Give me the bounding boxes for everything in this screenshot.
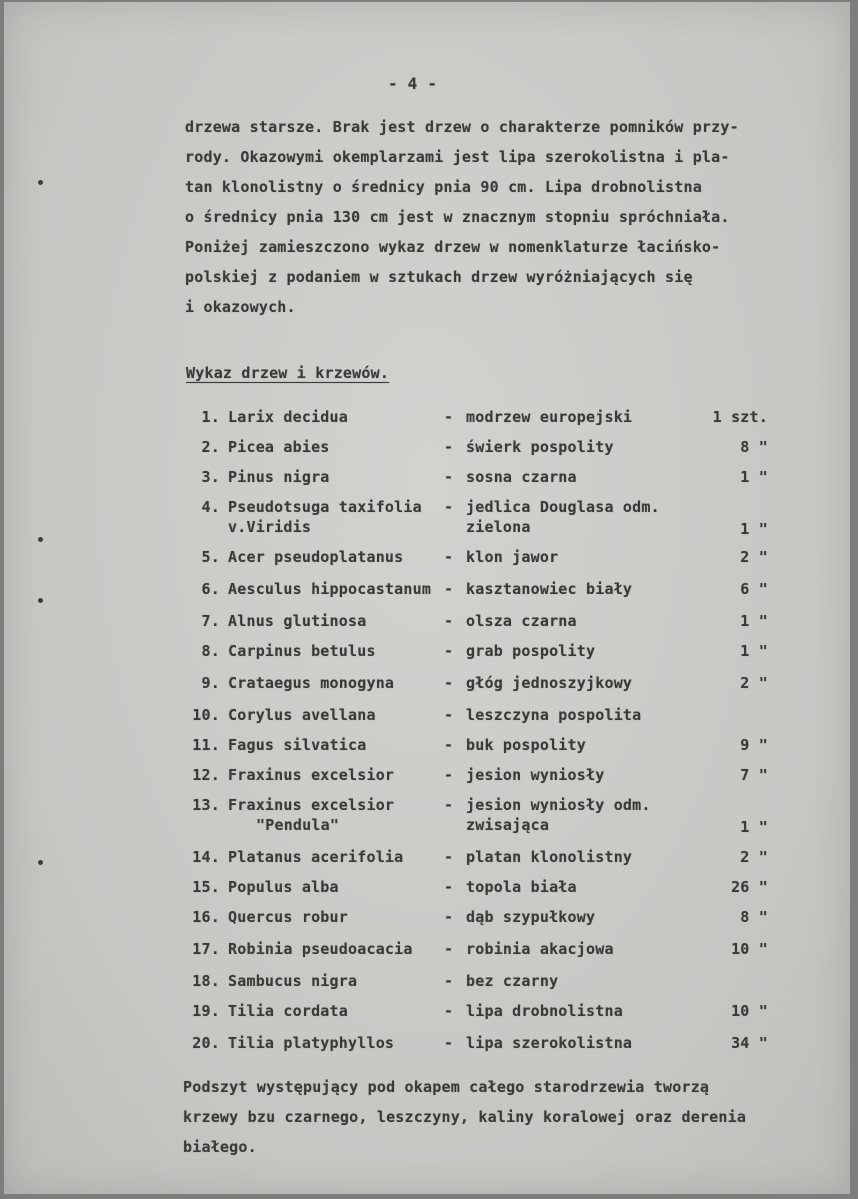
polish-name: leszczyna pospolita — [466, 706, 642, 724]
item-number: 2. — [201, 438, 220, 456]
footer-line: białego. — [183, 1138, 257, 1156]
item-number: 11. — [192, 736, 220, 754]
latin-name: Fraxinus excelsior — [228, 796, 395, 814]
paragraph-line: rody. Okazowymi okemplarzami jest lipa szerokolistna i pla- — [185, 148, 730, 166]
separator-dash: - — [444, 1034, 454, 1052]
polish-name: głóg jednoszyjkowy — [466, 674, 633, 692]
item-number: 15. — [192, 878, 220, 896]
tree-list-item — [0, 1002, 858, 1032]
item-number: 16. — [192, 908, 220, 926]
tree-list-item — [0, 706, 858, 736]
footer-line: Podszyt występujący pod okapem całego starodrzewia tworzą — [183, 1078, 710, 1096]
latin-name: Alnus glutinosa — [228, 612, 367, 630]
polish-name: platan klonolistny — [466, 848, 633, 866]
item-number: 8. — [201, 642, 220, 660]
latin-name: Populus alba — [228, 878, 339, 896]
polish-name: klon jawor — [466, 548, 559, 566]
polish-name-continued: zielona — [466, 518, 531, 536]
item-number: 17. — [192, 940, 220, 958]
item-number: 6. — [201, 580, 220, 598]
latin-name: Crataegus monogyna — [228, 674, 395, 692]
polish-name: jedlica Douglasa odm. — [466, 498, 660, 516]
paragraph-line: polskiej z podaniem w sztukach drzew wyróżniających się — [185, 268, 693, 286]
paragraph-line: o średnicy pnia 130 cm jest w znacznym stopniu spróchniała. — [185, 208, 730, 226]
item-number: 7. — [201, 612, 220, 630]
latin-name: Tilia cordata — [228, 1002, 348, 1020]
paragraph-line: tan klonolistny o średnicy pnia 90 cm. Lipa drobnolistna — [185, 178, 702, 196]
tree-list-item — [0, 612, 858, 642]
separator-dash: - — [444, 642, 454, 660]
polish-name: buk pospolity — [466, 736, 586, 754]
item-number: 20. — [192, 1034, 220, 1052]
footer-line: krzewy bzu czarnego, leszczyny, kaliny koralowej oraz derenia — [183, 1108, 747, 1126]
latin-name: Tilia platyphyllos — [228, 1034, 395, 1052]
separator-dash: - — [444, 736, 454, 754]
page-number: - 4 - — [388, 74, 438, 93]
polish-name: świerk pospolity — [466, 438, 614, 456]
latin-name: Sambucus nigra — [228, 972, 358, 990]
separator-dash: - — [444, 878, 454, 896]
polish-name-continued: zwisająca — [466, 816, 550, 834]
item-number: 4. — [201, 498, 220, 516]
tree-count: 1 " — [740, 818, 768, 836]
item-number: 3. — [201, 468, 220, 486]
polish-name: olsza czarna — [466, 612, 577, 630]
tree-list-item — [0, 940, 858, 970]
separator-dash: - — [444, 674, 454, 692]
tree-count: 1 szt. — [712, 408, 768, 426]
latin-name: Picea abies — [228, 438, 330, 456]
tree-list-item — [0, 908, 858, 938]
tree-list-item — [0, 674, 858, 704]
punch-hole-mark — [38, 180, 43, 185]
separator-dash: - — [444, 468, 454, 486]
tree-list-item — [0, 580, 858, 610]
item-number: 9. — [201, 674, 220, 692]
tree-list-item — [0, 642, 858, 672]
item-number: 14. — [192, 848, 220, 866]
item-number: 18. — [192, 972, 220, 990]
item-number: 19. — [192, 1002, 220, 1020]
latin-name: Robinia pseudoacacia — [228, 940, 413, 958]
latin-name: Pseudotsuga taxifolia — [228, 498, 422, 516]
tree-list-item — [0, 796, 858, 836]
polish-name: jesion wyniosły — [466, 766, 605, 784]
tree-list-item — [0, 1034, 858, 1064]
polish-name: kasztanowiec biały — [466, 580, 633, 598]
separator-dash: - — [444, 706, 454, 724]
tree-list-item — [0, 548, 858, 578]
separator-dash: - — [444, 908, 454, 926]
latin-name: Carpinus betulus — [228, 642, 376, 660]
tree-count: 6 " — [740, 580, 768, 598]
item-number: 1. — [201, 408, 220, 426]
separator-dash: - — [444, 940, 454, 958]
tree-count: 7 " — [740, 766, 768, 784]
separator-dash: - — [444, 498, 454, 516]
tree-count: 1 " — [740, 642, 768, 660]
polish-name: lipa drobnolistna — [466, 1002, 623, 1020]
tree-list-item — [0, 736, 858, 766]
separator-dash: - — [444, 548, 454, 566]
latin-name: Pinus nigra — [228, 468, 330, 486]
list-heading: Wykaz drzew i krzewów. — [186, 364, 390, 382]
tree-list-item — [0, 878, 858, 908]
polish-name: modrzew europejski — [466, 408, 633, 426]
paragraph-line: Poniżej zamieszczono wykaz drzew w nomenklaturze łacińsko- — [185, 238, 721, 256]
tree-count: 2 " — [740, 548, 768, 566]
tree-count: 26 " — [731, 878, 768, 896]
tree-count: 1 " — [740, 468, 768, 486]
latin-name: Quercus robur — [228, 908, 348, 926]
tree-list-item — [0, 438, 858, 468]
separator-dash: - — [444, 766, 454, 784]
paragraph-line: drzewa starsze. Brak jest drzew o charakterze pomników przy- — [185, 118, 739, 136]
tree-count: 10 " — [731, 940, 768, 958]
separator-dash: - — [444, 408, 454, 426]
tree-count: 9 " — [740, 736, 768, 754]
polish-name: bez czarny — [466, 972, 559, 990]
item-number: 10. — [192, 706, 220, 724]
item-number: 12. — [192, 766, 220, 784]
tree-count: 2 " — [740, 848, 768, 866]
item-number: 13. — [192, 796, 220, 814]
tree-list-item — [0, 972, 858, 1002]
polish-name: topola biała — [466, 878, 577, 896]
polish-name: sosna czarna — [466, 468, 577, 486]
paragraph-line: i okazowych. — [185, 298, 296, 316]
latin-name: Larix decidua — [228, 408, 348, 426]
tree-count: 34 " — [731, 1034, 768, 1052]
tree-list-item — [0, 848, 858, 878]
latin-name: Fraxinus excelsior — [228, 766, 395, 784]
latin-name: Aesculus hippocastanum — [228, 580, 432, 598]
separator-dash: - — [444, 972, 454, 990]
latin-name: Fagus silvatica — [228, 736, 367, 754]
tree-list-item — [0, 468, 858, 498]
tree-list-item — [0, 408, 858, 438]
separator-dash: - — [444, 438, 454, 456]
tree-count: 2 " — [740, 674, 768, 692]
separator-dash: - — [444, 1002, 454, 1020]
polish-name: grab pospolity — [466, 642, 596, 660]
tree-count: 1 " — [740, 612, 768, 630]
latin-name: Corylus avellana — [228, 706, 376, 724]
polish-name: lipa szerokolistna — [466, 1034, 633, 1052]
separator-dash: - — [444, 796, 454, 814]
tree-count: 8 " — [740, 438, 768, 456]
separator-dash: - — [444, 612, 454, 630]
separator-dash: - — [444, 848, 454, 866]
tree-list-item — [0, 498, 858, 538]
polish-name: robinia akacjowa — [466, 940, 614, 958]
separator-dash: - — [444, 580, 454, 598]
tree-count: 1 " — [740, 520, 768, 538]
tree-count: 8 " — [740, 908, 768, 926]
item-number: 5. — [201, 548, 220, 566]
tree-list-item — [0, 766, 858, 796]
polish-name: jesion wyniosły odm. — [466, 796, 651, 814]
latin-name-continued: "Pendula" — [256, 816, 340, 834]
latin-name-continued: v.Viridis — [228, 518, 312, 536]
latin-name: Acer pseudoplatanus — [228, 548, 404, 566]
latin-name: Platanus acerifolia — [228, 848, 404, 866]
polish-name: dąb szypułkowy — [466, 908, 596, 926]
tree-count: 10 " — [731, 1002, 768, 1020]
punch-hole-mark — [38, 537, 43, 542]
